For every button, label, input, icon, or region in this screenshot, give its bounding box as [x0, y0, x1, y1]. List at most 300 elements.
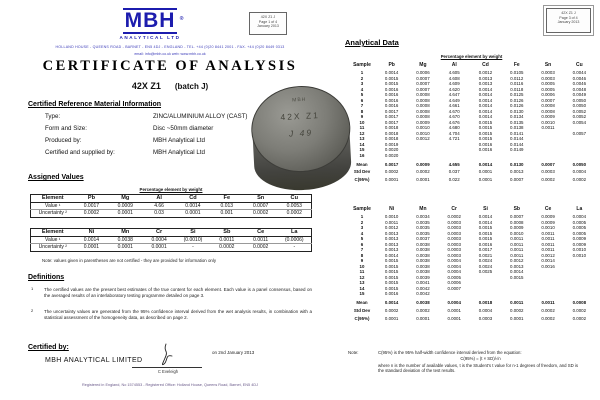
- table-cell: 0.0008: [416, 108, 430, 114]
- table-cell: 11: [359, 125, 365, 130]
- table-cell: 0.0038: [416, 258, 430, 263]
- confidence-equation: C(95%) = (t × SD)/√n: [460, 356, 501, 362]
- table-cell: 0.0008: [541, 108, 555, 114]
- table-cell: 0.0016: [384, 86, 399, 92]
- table-cell: Uncertainty ²: [31, 210, 75, 218]
- table-cell: 0.0002: [244, 244, 278, 252]
- table-cell: 0.0008: [416, 114, 430, 119]
- table-cell: 0.0007: [252, 202, 269, 209]
- table-cell: 12: [359, 274, 365, 280]
- table-cell: 0.0018: [478, 300, 493, 305]
- table-cell: 0.0038: [416, 241, 430, 247]
- table-cell: 6: [360, 97, 364, 103]
- stamp-product: 42X Z1 J: [260, 15, 276, 19]
- table-cell: 0.0002: [384, 307, 399, 313]
- crm-value: ZINC/ALUMINIUM ALLOY (CAST): [153, 113, 248, 120]
- mbh-logo: [104, 8, 196, 40]
- table-cell: 0.0038: [416, 269, 430, 274]
- mbh-logo-text: MBH ®: [124, 9, 185, 32]
- table-cell: 0.0015: [478, 119, 493, 125]
- table-cell: 0.0038: [117, 236, 133, 243]
- stamp-page-number: Page 3 of 4: [559, 15, 578, 20]
- page-stamp-right: [546, 8, 591, 33]
- table-cell: 9: [360, 258, 364, 263]
- table-cell: 0.0010: [510, 230, 524, 236]
- table-cell: 0.0001: [416, 315, 430, 321]
- table-cell: 0.0002: [572, 315, 587, 321]
- table-cell: Cr: [451, 206, 457, 213]
- table-cell: 0.0012: [384, 225, 399, 230]
- table-cell: 0.0015: [478, 236, 493, 241]
- table-cell: 4: [360, 230, 364, 236]
- table-cell: 0.0024: [478, 258, 493, 263]
- table-cell: 0.0006: [416, 70, 430, 75]
- table-cell: 0.0048: [572, 86, 587, 92]
- table-cell: 4.680: [448, 125, 460, 130]
- table-cell: 15: [359, 147, 365, 152]
- table-cell: 0.0014: [384, 252, 399, 258]
- table-cell: 0.0014: [541, 258, 555, 263]
- table-cell: 0.0007: [416, 86, 430, 92]
- table-cell: 0.0004: [151, 236, 167, 243]
- table-cell: 0.0015: [478, 225, 493, 230]
- table-cell: 0.0050: [572, 103, 587, 108]
- table-cell: 0.0010: [572, 247, 587, 252]
- crm-value: MBH Analytical Ltd: [153, 137, 205, 144]
- table-cell: 4.605: [448, 70, 460, 75]
- table-cell: 1: [360, 70, 364, 75]
- assigned-values-heading: Assigned Values: [28, 174, 84, 181]
- table-cell: 0.0016: [478, 141, 493, 147]
- table-cell: 0.0130: [510, 108, 524, 114]
- table-cell: 0.0006: [447, 280, 461, 285]
- table-cell: 0.0112: [510, 75, 524, 81]
- table-cell: 0.0012: [478, 70, 493, 75]
- table-cell: 0.0007: [541, 97, 555, 103]
- table-cell: 0.0002: [278, 210, 312, 218]
- table-cell: 7: [360, 103, 364, 108]
- table-cell: 0.0126: [510, 103, 524, 108]
- table-cell: Pb: [75, 195, 109, 203]
- table-cell: 0.0011: [510, 236, 524, 241]
- table-cell: Al: [451, 62, 457, 69]
- table-cell: Mg: [108, 195, 142, 203]
- crm-value: MBH Analytical Ltd: [153, 149, 205, 156]
- table-cell: 0.0011: [219, 236, 235, 243]
- table-cell: 8: [360, 252, 364, 258]
- definition-text-1: The certified values are the present best estimates of the true content for each element. Each value is a panel consensus, based on the averaged results of an interlaboratory testing programme detailed on page 3.: [44, 287, 312, 298]
- table-cell: 0.0035: [416, 219, 430, 225]
- table-cell: 4.647: [448, 92, 460, 97]
- table-cell: 0.0013: [384, 241, 399, 247]
- table-cell: 0.0011: [510, 300, 524, 305]
- assigned-values-subtitle: Percentage element by weight: [139, 187, 203, 192]
- table-cell: 0.0034: [416, 214, 430, 219]
- table-cell: La: [576, 206, 583, 213]
- table-cell: 0.0054: [572, 119, 587, 125]
- page-stamp-left: [249, 12, 287, 35]
- table-cell: 0.0015: [384, 263, 399, 269]
- table-cell: 0.0009: [541, 214, 555, 219]
- table-cell: C(95%): [354, 177, 370, 183]
- table-cell: 0.0011: [510, 241, 524, 247]
- table-cell: 0.0042: [416, 285, 430, 291]
- table-row: [348, 206, 595, 214]
- table-cell: 0.0004: [572, 214, 587, 219]
- table-cell: Sn: [544, 62, 552, 69]
- crm-label: Type:: [45, 113, 61, 120]
- crm-label: Form and Size:: [45, 125, 87, 132]
- table-cell: 0.001: [210, 210, 244, 218]
- table-cell: Pb: [388, 62, 395, 69]
- table-row: [31, 202, 312, 210]
- table-cell: 0.0052: [572, 108, 587, 114]
- table-cell: 15: [359, 291, 365, 296]
- table-row: [348, 306, 595, 314]
- table-cell: 16: [359, 152, 365, 158]
- table-cell: 13: [359, 280, 365, 285]
- table-row: [348, 158, 595, 167]
- table-cell: 0.0004: [447, 269, 461, 274]
- table-cell: 0.0038: [416, 263, 430, 269]
- table-cell: 0.0005: [572, 219, 587, 225]
- table-cell: 0.0001: [447, 315, 461, 321]
- table-cell: 0.0035: [416, 230, 430, 236]
- table-cell: 0.0011: [541, 236, 555, 241]
- table-cell: (0.0006): [284, 236, 304, 243]
- table-row: [31, 244, 312, 252]
- table-cell: 0.0057: [572, 130, 587, 136]
- definition-marker-1: 1: [31, 286, 34, 291]
- table-cell: 0.0037: [416, 236, 430, 241]
- table-cell: 0.0018: [384, 130, 399, 136]
- table-cell: 0.0009: [572, 236, 587, 241]
- table-cell: 0.0011: [385, 219, 399, 225]
- table-cell: 0.0050: [572, 97, 587, 103]
- table-cell: 0.0010: [541, 119, 555, 125]
- table-cell: 0.0001: [478, 169, 493, 175]
- table-cell: Sample: [353, 206, 371, 213]
- disc-engraving-batch: J 49: [288, 127, 314, 139]
- table-cell: 0.0003: [447, 252, 461, 258]
- table-cell: 0.0008: [416, 97, 430, 103]
- table-cell: 0.0003: [447, 219, 461, 225]
- table-cell: 0.0009: [510, 225, 524, 230]
- table-cell: 0.0038: [416, 300, 430, 305]
- table-cell: 0.0044: [572, 70, 587, 75]
- table-cell: 0.0013: [478, 75, 493, 81]
- assigned-values-table-2: [30, 228, 312, 252]
- table-cell: Ni: [75, 229, 109, 237]
- table-cell: 11: [359, 269, 365, 274]
- table-cell: 0.0016: [384, 97, 399, 103]
- table-cell: 0.0052: [572, 114, 587, 119]
- company-address: HOLLAND HOUSE - QUEENS ROAD - BARNET - EN5 4DJ - ENGLAND - TEL. +44 (0)20 8441 2001 - FAX. +44 (0)20 8449 0313: [55, 45, 285, 49]
- table-cell: Element: [31, 195, 75, 203]
- disc-engraving-code: 42X Z1: [280, 110, 321, 123]
- table-cell: -: [278, 244, 312, 252]
- table-row: [31, 229, 312, 237]
- table-cell: 4.609: [448, 81, 460, 86]
- table-row: [348, 297, 595, 306]
- table-cell: 0.0018: [384, 136, 399, 141]
- table-cell: 0.0017: [384, 161, 399, 167]
- table-cell: 0.0014: [384, 300, 399, 305]
- definition-text-2: The uncertainty values are generated from the 95% confidence interval derived from the wet analysis results, in combination with a statistical assessment of the homogeneity data, as described on page 2.: [44, 309, 312, 320]
- table-cell: Cr: [142, 229, 176, 237]
- table-cell: 12: [359, 130, 365, 136]
- table-cell: 0.0004: [447, 263, 461, 269]
- analytical-data-heading: Analytical Data: [345, 38, 399, 47]
- table-cell: 0.0130: [510, 161, 524, 167]
- table-cell: 0.0001: [108, 210, 142, 218]
- table-cell: 0.0009: [416, 161, 430, 167]
- table-cell: 0.0039: [416, 274, 430, 280]
- table-cell: 0.0013: [384, 247, 399, 252]
- analytical-data-table-1: [348, 62, 595, 183]
- table-cell: 0.0144: [510, 141, 524, 147]
- table-cell: 0.0014: [478, 86, 493, 92]
- table-cell: 0.0002: [244, 210, 278, 218]
- table-cell: 10: [359, 119, 365, 125]
- certified-by-heading: Certified by:: [28, 344, 69, 351]
- table-cell: 0.0019: [384, 141, 399, 147]
- table-cell: 0.0017: [384, 114, 399, 119]
- table-cell: 0.0014: [478, 219, 493, 225]
- crm-label: Certified and supplied by:: [45, 149, 115, 156]
- table-cell: Ce: [244, 229, 278, 237]
- table-cell: 0.0004: [572, 169, 587, 175]
- company-contact: email: info@mbh.co.uk web: www.mbh.co.uk: [134, 51, 206, 56]
- assigned-values-note: Note: values given in parentheses are not certified - they are provided for information only: [42, 258, 217, 263]
- table-cell: Std Dev: [353, 169, 371, 175]
- table-cell: 0.03: [142, 210, 176, 218]
- table-cell: Cu: [278, 195, 312, 203]
- table-cell: 0.0007: [447, 285, 461, 291]
- table-cell: 4.721: [448, 136, 460, 141]
- table-cell: 0.0001: [478, 177, 493, 183]
- table-cell: 0.0016: [478, 147, 493, 152]
- table-cell: 0.0015: [510, 274, 524, 280]
- table-cell: 14: [359, 285, 365, 291]
- table-cell: 0.0009: [541, 114, 555, 119]
- table-cell: 0.0009: [117, 202, 133, 209]
- table-cell: 0.0001: [384, 315, 399, 321]
- table-cell: 0.0012: [541, 252, 555, 258]
- table-cell: 0.0013: [510, 263, 524, 269]
- table-cell: 0.0002: [510, 307, 524, 313]
- table-cell: 0.0020: [384, 147, 399, 152]
- stamp-product: 42X Z1 J: [561, 11, 576, 15]
- table-cell: 0.0002: [447, 214, 461, 219]
- table-cell: Mn: [108, 229, 142, 237]
- table-cell: 0.0017: [478, 247, 493, 252]
- table-cell: 0.0002: [541, 307, 555, 313]
- table-cell: 0.0003: [447, 230, 461, 236]
- table-cell: 0.0018: [384, 125, 399, 130]
- table-cell: 0.0012: [416, 136, 430, 141]
- table-cell: 0.0013: [478, 81, 493, 86]
- crm-section-heading: Certified Reference Material Information: [28, 101, 162, 108]
- table-cell: 0.0002: [210, 244, 244, 252]
- table-cell: 0.0134: [510, 114, 524, 119]
- definitions-heading: Definitions: [28, 274, 65, 281]
- table-cell: 0.0035: [416, 225, 430, 230]
- table-cell: 0.0014: [83, 236, 100, 243]
- table-cell: 0.0007: [541, 161, 555, 167]
- table-cell: Si: [176, 229, 210, 237]
- table-cell: 0.0011: [541, 241, 555, 247]
- table-cell: 0.0008: [416, 92, 430, 97]
- stamp-date: January 2013: [257, 24, 279, 29]
- table-cell: 0.0002: [572, 307, 587, 313]
- registration-footer: Registered in England, No 1574553 - Registered Office: Holland House, Queens Road, Barnet, EN5 4DJ: [82, 383, 258, 387]
- table-cell: 0.0046: [572, 81, 587, 86]
- table-cell: 7: [360, 247, 364, 252]
- table-row: [31, 236, 312, 244]
- table-cell: Al: [142, 195, 176, 203]
- table-cell: 3: [360, 225, 364, 230]
- table-cell: 4.66: [154, 202, 164, 209]
- table-cell: Mean: [356, 300, 368, 305]
- table-cell: 0.022: [448, 177, 460, 183]
- table-cell: 0.0001: [75, 244, 109, 252]
- table-cell: 0.0015: [478, 125, 493, 130]
- table-cell: 0.0042: [416, 291, 430, 296]
- table-cell: 0.0009: [572, 241, 587, 247]
- batch-label: (batch J): [174, 82, 209, 91]
- table-cell: 0.0002: [416, 307, 430, 313]
- table-cell: 0.0014: [384, 70, 399, 75]
- table-cell: 0.0004: [447, 300, 461, 305]
- stamp-date: January 2013: [557, 20, 580, 25]
- analytical-data-subtitle: Percentage element by weight: [440, 54, 503, 59]
- table-cell: Mn: [419, 206, 427, 213]
- table-cell: 0.0017: [384, 119, 399, 125]
- table-cell: 0.0013: [510, 169, 524, 175]
- mbh-logo-subtext: ANALYTICAL LTD: [119, 35, 181, 40]
- table-cell: Sb: [210, 229, 244, 237]
- table-cell: 0.0025: [478, 269, 493, 274]
- table-cell: Si: [483, 206, 488, 213]
- table-cell: Sn: [244, 195, 278, 203]
- table-cell: -: [176, 244, 210, 252]
- table-cell: 2: [360, 219, 364, 225]
- table-cell: 4.670: [448, 108, 460, 114]
- certifying-company: MBH ANALYTICAL LIMITED: [45, 357, 143, 364]
- table-cell: 4.670: [448, 114, 460, 119]
- table-cell: 0.037: [448, 169, 460, 175]
- table-cell: 0.0014: [478, 114, 493, 119]
- definition-marker-2: 2: [31, 308, 34, 313]
- analytical-data-table-2: [348, 206, 595, 322]
- table-cell: 0.0003: [478, 315, 493, 321]
- table-cell: Fe: [210, 195, 244, 203]
- table-cell: Cu: [576, 62, 583, 69]
- table-cell: 0.0014: [478, 108, 493, 114]
- table-cell: 0.0014: [185, 202, 201, 209]
- table-cell: 0.0118: [510, 86, 524, 92]
- table-cell: 0.0008: [541, 103, 555, 108]
- table-row: [31, 195, 312, 203]
- table-cell: 5: [360, 92, 364, 97]
- table-cell: 0.0003: [447, 236, 461, 241]
- table-cell: 0.0002: [541, 177, 555, 183]
- table-cell: 0.0003: [541, 70, 555, 75]
- confidence-interval-note: [378, 350, 583, 374]
- assigned-values-table-1: [30, 194, 312, 218]
- table-cell: 6: [360, 241, 364, 247]
- table-cell: 0.0105: [510, 70, 524, 75]
- table-cell: (0.0010): [183, 236, 203, 243]
- table-row: [348, 167, 595, 175]
- table-cell: 0.0017: [384, 108, 399, 114]
- table-cell: Sb: [513, 206, 520, 213]
- table-cell: Value ¹: [45, 236, 61, 243]
- table-cell: 0.0050: [572, 161, 587, 167]
- table-cell: 0.0053: [286, 202, 302, 209]
- note-label: Note:: [348, 350, 359, 355]
- table-cell: 0.0007: [510, 177, 524, 183]
- table-cell: 0.0038: [416, 247, 430, 252]
- table-cell: 0.0016: [541, 263, 555, 269]
- table-cell: 13: [359, 136, 365, 141]
- table-cell: Ce: [544, 206, 552, 213]
- table-cell: 0.0014: [478, 97, 493, 103]
- table-cell: 0.0016: [384, 103, 399, 108]
- table-cell: 0.0001: [108, 244, 142, 252]
- table-cell: 0.0014: [478, 161, 493, 167]
- table-cell: 0.0004: [478, 307, 493, 313]
- table-cell: 0.0001: [510, 315, 524, 321]
- table-cell: 0.0049: [572, 92, 587, 97]
- table-cell: 0.0005: [447, 274, 461, 280]
- table-cell: 0.0116: [510, 81, 524, 86]
- table-cell: 0.0010: [416, 125, 430, 130]
- table-cell: 0.0014: [478, 92, 493, 97]
- table-cell: 0.0011: [253, 236, 269, 243]
- signatory-name: C Eveleigh: [157, 369, 179, 374]
- table-cell: 0.0002: [541, 315, 555, 321]
- table-cell: 0.0041: [416, 280, 430, 285]
- certification-date: on 2nd January 2013: [212, 350, 255, 355]
- table-cell: 0.0005: [541, 86, 555, 92]
- table-cell: Element: [31, 229, 75, 237]
- table-cell: Sample: [353, 62, 371, 69]
- table-cell: 0.0011: [510, 252, 524, 258]
- table-cell: Uncertainty ²: [31, 244, 75, 252]
- table-cell: 0.0013: [384, 236, 399, 241]
- table-cell: 0.0002: [75, 210, 109, 218]
- table-row: [348, 175, 595, 183]
- table-cell: 0.0015: [384, 269, 399, 274]
- table-cell: 0.0005: [572, 230, 587, 236]
- table-cell: 0.013: [220, 202, 234, 209]
- table-cell: 5: [360, 236, 364, 241]
- table-cell: 0.0017: [83, 202, 100, 209]
- table-cell: 0.0141: [510, 130, 524, 136]
- table-cell: 0.0010: [572, 252, 587, 258]
- table-cell: 0.0007: [416, 75, 430, 81]
- registered-mark-icon: ®: [179, 16, 185, 22]
- table-cell: 0.0008: [510, 219, 524, 225]
- table-cell: 0.0005: [541, 81, 555, 86]
- table-cell: 0.0046: [572, 75, 587, 81]
- table-cell: 0.0003: [541, 169, 555, 175]
- table-cell: 0.0015: [478, 136, 493, 141]
- table-cell: 0.0001: [176, 210, 210, 218]
- table-cell: 0.0010: [416, 130, 430, 136]
